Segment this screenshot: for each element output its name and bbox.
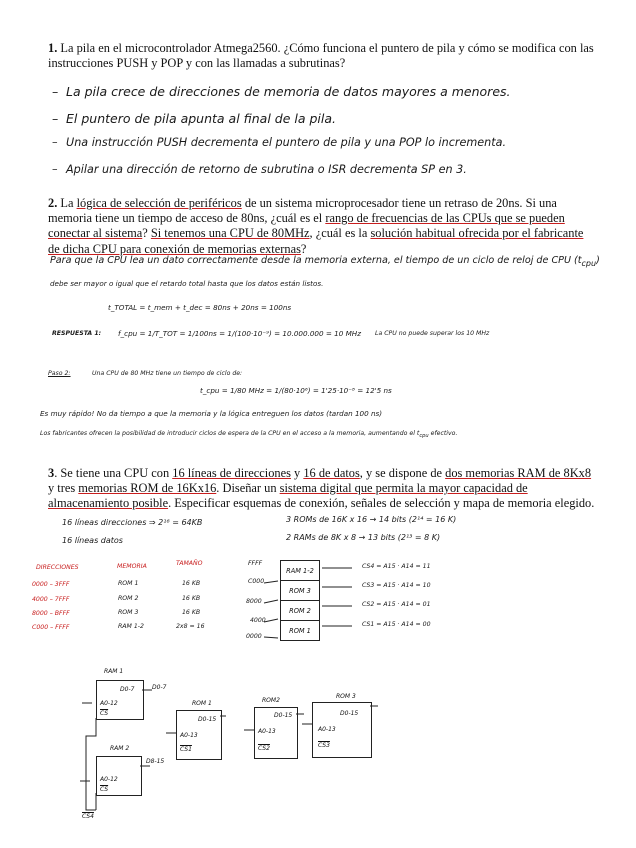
q2-step-text: Una CPU de 80 MHz tiene un tiempo de ciclo de: <box>92 370 243 377</box>
map-address-0000: 0000 <box>246 633 262 640</box>
table-row-memory: ROM 3 <box>118 609 139 616</box>
memory-map-block: ROM 2 <box>281 601 319 621</box>
question-1-text: La pila en el microcontrolador Atmega2560. ¿Cómo funciona el puntero de pila y cómo se modifica con las instrucciones PUSH y POP y con las llamadas a subrutinas? <box>48 41 594 71</box>
q2-highlight-solution: solución habitual ofrecida por el fabricante de dicha CPU para conexión de memorias externas <box>48 226 584 256</box>
table-row-address: C000 – FFFF <box>32 624 70 631</box>
chip-rom2-title: ROM2 <box>262 697 280 704</box>
table-row-size: 16 KB <box>182 595 201 602</box>
q1-answer-1: – La pila crece de direcciones de memoria de datos mayores a menores. <box>52 84 511 99</box>
q1-answer-2: – El puntero de pila apunta al final de la pila. <box>52 111 336 126</box>
chip-ram1-data-out: D0-7 <box>152 684 167 691</box>
chip-rom2-address: A0-13 <box>258 728 276 735</box>
q3-address-lines: 16 líneas direcciones ⇒ 2¹⁶ = 64KB <box>62 518 203 527</box>
chip-rom1-title: ROM 1 <box>192 700 212 707</box>
q2-eq-frequency: f_cpu = 1/T_TOT = 1/100ns = 1/(100·10⁻⁹) = 10.000.000 = 10 MHz <box>118 329 361 338</box>
question-3: 3. Se tiene una CPU con 16 líneas de direcciones y 16 de datos, y se dispone de dos memorias RAM de 8Kx8 y tres memorias ROM de 16Kx16. Diseñar un sistema digital que permita la mayor capacidad de almacenamiento posible. Especificar esquemas de conexión, señales de selección y mapa de memoria elegido. <box>48 466 595 511</box>
map-address-8000: 8000 <box>246 598 262 605</box>
memory-map-block: ROM 3 <box>281 581 319 601</box>
q1-answer-3: – Una instrucción PUSH decrementa el puntero de pila y una POP lo incrementa. <box>52 136 506 149</box>
table-row-size: 16 KB <box>182 609 201 616</box>
chip-ram2-title: RAM 2 <box>110 745 130 752</box>
q2-eq-note: La CPU no puede superar los 10 MHz <box>375 330 490 337</box>
chip-rom3-cs: CS3 <box>318 742 330 749</box>
chip-rom3-title: ROM 3 <box>336 693 356 700</box>
chip-rom1-address: A0-13 <box>180 732 198 739</box>
chip-rom1-cs: CS1 <box>180 746 192 753</box>
question-3-number: 3 <box>48 466 55 480</box>
map-address-c000: C000 <box>248 578 265 585</box>
q2-hw-line-2: debe ser mayor o igual que el retardo total hasta que los datos están listos. <box>50 279 324 288</box>
q2-highlight-range: rango de frecuencias de las CPUs que se pueden conectar al sistema <box>48 211 565 241</box>
table-row-size: 2x8 = 16 <box>176 623 205 630</box>
chip-ram1-data: D0-7 <box>120 686 135 693</box>
memory-map-block: RAM 1-2 <box>281 561 319 581</box>
q3-ram-bits: 2 RAMs de 8K x 8 → 13 bits (2¹³ = 8 K) <box>286 533 441 542</box>
q2-response-label: RESPUESTA 1: <box>52 330 102 337</box>
map-address-ffff: FFFF <box>248 560 263 567</box>
question-2: 2. La lógica de selección de periféricos de un sistema microprocesador tiene un retraso de 20ns. Si una memoria tiene un tiempo de acceso de 80ns, ¿cuál es el rango de frecuencias de las CPUs que se pueden conectar al sistema? Si tenemos una CPU de 80MHz, ¿cuál es la solución habitual ofrecida por el fabricante de dicha CPU para conexión de memorias externas? <box>48 196 584 256</box>
table-header-memory: MEMORIA <box>117 563 147 570</box>
q3-data-lines: 16 líneas datos <box>62 536 123 545</box>
chip-ram2-address: A0-12 <box>100 776 118 783</box>
table-row-address: 8000 – BFFF <box>32 610 70 617</box>
map-address-4000: 4000 <box>250 617 266 624</box>
chip-select-eq: CS1 = A15 · A14 = 00 <box>362 621 431 628</box>
table-row-address: 4000 – 7FFF <box>32 596 70 603</box>
q2-hw-line-1: Para que la CPU lea un dato correctamente desde la memoria externa, el tiempo de un ciclo de reloj de CPU $(t_{cpu})$ <box>50 255 600 268</box>
q2-eq-total: t_TOTAL = t_mem + t_dec = 80ns + 20ns = 100ns <box>108 303 292 312</box>
chip-select-eq: CS2 = A15 · A14 = 01 <box>362 601 431 608</box>
table-header-address: DIRECCIONES <box>36 564 79 571</box>
chip-ram2-cs-ext: CS4 <box>82 813 94 820</box>
chip-select-eq: CS3 = A15 · A14 = 10 <box>362 582 431 589</box>
chip-ram2-data: D8-15 <box>146 758 165 765</box>
table-row-size: 16 KB <box>182 580 201 587</box>
q2-hw-line-4: Los fabricantes ofrecen la posibilidad de introducir ciclos de espera de la CPU en el acceso a la memoria, aumentando el $t_{cpu}$ efectivo. <box>40 430 458 440</box>
table-row-memory: ROM 2 <box>118 595 139 602</box>
q1-answer-4: – Apilar una dirección de retorno de subrutina o ISR decrementa SP en 3. <box>52 163 467 176</box>
q2-highlight-cpu: Si tenemos una CPU de 80MHz <box>150 226 310 241</box>
question-1-number: 1. <box>48 41 58 55</box>
q2-step-label: Paso 2: <box>48 370 71 377</box>
question-2-number: 2. <box>48 196 58 210</box>
chip-rom2-data: D0-15 <box>274 712 293 719</box>
chip-rom2-cs: CS2 <box>258 745 270 752</box>
q2-hw-line-3: Es muy rápido! No da tiempo a que la memoria y la lógica entreguen los datos (tardan 100 ns) <box>40 409 383 418</box>
chip-rom3-data: D0-15 <box>340 710 359 717</box>
table-row-address: 0000 – 3FFF <box>32 581 70 588</box>
q2-eq-cycle: t_cpu = 1/80 MHz = 1/(80·10⁶) = 1'25·10⁻⁸ = 12'5 ns <box>200 386 392 395</box>
chip-rom1-data: D0-15 <box>198 716 217 723</box>
chip-select-eq: CS4 = A15 · A14 = 11 <box>362 563 431 570</box>
chip-ram2-cs: $\overline{CS}$ <box>100 786 109 793</box>
table-header-size: TAMAÑO <box>176 560 203 567</box>
q2-highlight-logic: lógica de selección de periféricos <box>76 196 242 210</box>
chip-ram1-title: RAM 1 <box>104 668 124 675</box>
q3-rom-bits: 3 ROMs de 16K x 16 → 14 bits (2¹⁴ = 16 K) <box>286 515 457 524</box>
table-row-memory: ROM 1 <box>118 580 139 587</box>
table-row-memory: RAM 1-2 <box>118 623 144 630</box>
memory-map-block: ROM 1 <box>289 626 311 635</box>
chip-rom3-address: A0-13 <box>318 726 336 733</box>
chip-ram1-address: A0-12 <box>100 700 118 707</box>
chip-ram1-cs: $\overline{CS}$ <box>100 710 109 717</box>
